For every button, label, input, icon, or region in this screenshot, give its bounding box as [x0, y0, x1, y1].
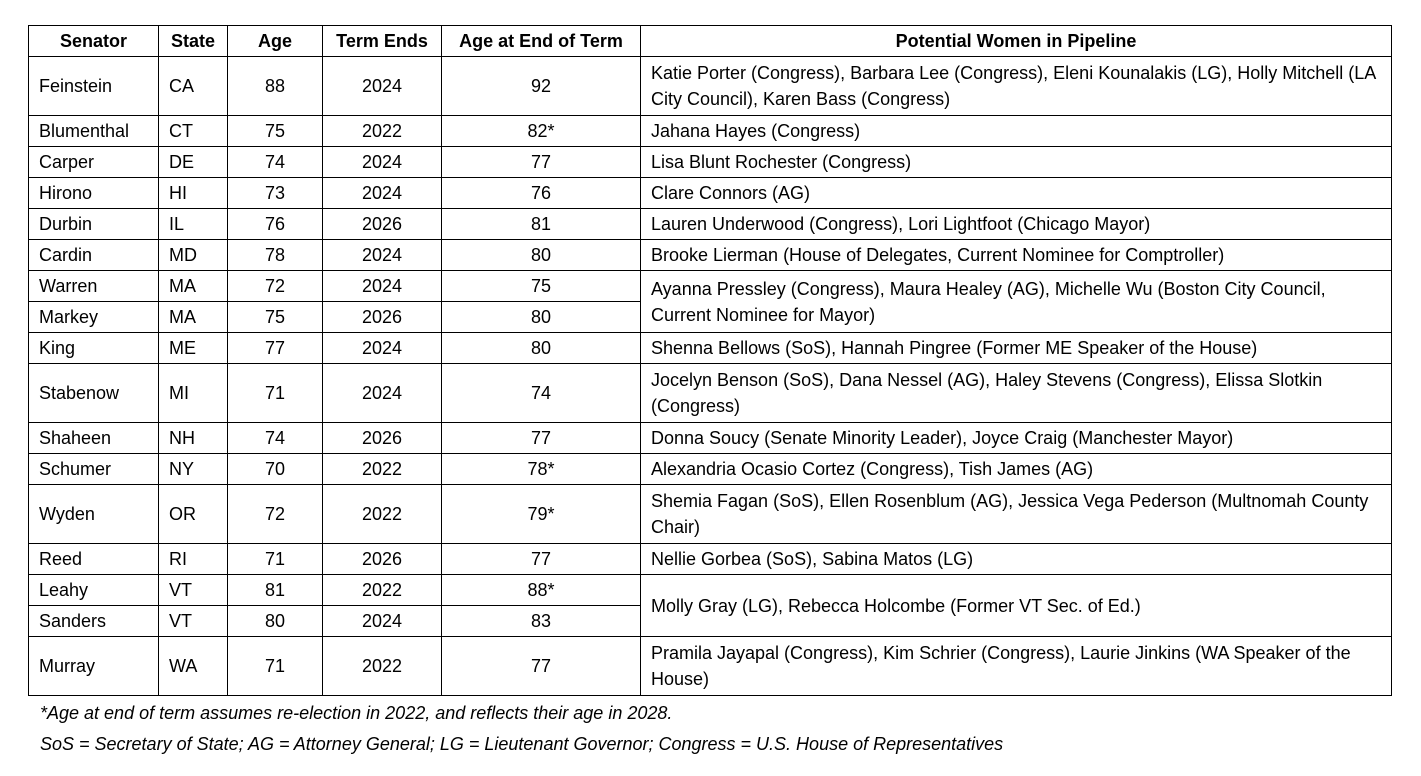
cell-state: ME	[159, 333, 228, 364]
cell-pipeline: Jahana Hayes (Congress)	[641, 116, 1392, 147]
cell-age: 74	[228, 423, 323, 454]
cell-state: NY	[159, 454, 228, 485]
cell-term: 2022	[323, 575, 442, 606]
cell-senator: Blumenthal	[29, 116, 159, 147]
cell-age-end: 78*	[442, 454, 641, 485]
header-pipeline: Potential Women in Pipeline	[641, 26, 1392, 57]
table-row	[29, 575, 1392, 606]
table-row	[29, 544, 1392, 575]
cell-senator: Durbin	[29, 209, 159, 240]
cell-pipeline: Molly Gray (LG), Rebecca Holcombe (Former VT Sec. of Ed.)	[641, 575, 1392, 637]
cell-term: 2022	[323, 485, 442, 544]
cell-senator: Stabenow	[29, 364, 159, 423]
cell-age: 71	[228, 637, 323, 696]
cell-state: VT	[159, 575, 228, 606]
cell-age: 71	[228, 364, 323, 423]
cell-state: MI	[159, 364, 228, 423]
table-row	[29, 271, 1392, 302]
cell-age: 77	[228, 333, 323, 364]
table-row	[29, 454, 1392, 485]
cell-term: 2026	[323, 209, 442, 240]
cell-age: 81	[228, 575, 323, 606]
table-row	[29, 423, 1392, 454]
cell-pipeline: Pramila Jayapal (Congress), Kim Schrier (Congress), Laurie Jinkins (WA Speaker of the House)	[641, 637, 1392, 696]
table-row	[29, 240, 1392, 271]
cell-pipeline: Brooke Lierman (House of Delegates, Current Nominee for Comptroller)	[641, 240, 1392, 271]
cell-age-end: 77	[442, 637, 641, 696]
cell-state: RI	[159, 544, 228, 575]
cell-term: 2024	[323, 57, 442, 116]
cell-age: 88	[228, 57, 323, 116]
cell-senator: Carper	[29, 147, 159, 178]
cell-age: 80	[228, 606, 323, 637]
footnote-abbreviations: SoS = Secretary of State; AG = Attorney General; LG = Lieutenant Governor; Congress = U.S. House of Representatives	[40, 734, 1004, 754]
cell-senator: Cardin	[29, 240, 159, 271]
cell-age-end: 79*	[442, 485, 641, 544]
table-row	[29, 637, 1392, 696]
table-row	[29, 485, 1392, 544]
cell-age: 75	[228, 116, 323, 147]
cell-pipeline: Katie Porter (Congress), Barbara Lee (Congress), Eleni Kounalakis (LG), Holly Mitchell (LA City Council), Karen Bass (Congress)	[641, 57, 1392, 116]
cell-age-end: 76	[442, 178, 641, 209]
table-row	[29, 178, 1392, 209]
table-row	[29, 57, 1392, 116]
cell-age: 76	[228, 209, 323, 240]
cell-term: 2022	[323, 116, 442, 147]
cell-pipeline: Clare Connors (AG)	[641, 178, 1392, 209]
header-age-end: Age at End of Term	[442, 26, 641, 57]
cell-age: 74	[228, 147, 323, 178]
cell-age: 73	[228, 178, 323, 209]
header-senator: Senator	[29, 26, 159, 57]
cell-age-end: 80	[442, 240, 641, 271]
cell-state: VT	[159, 606, 228, 637]
cell-state: CA	[159, 57, 228, 116]
cell-term: 2024	[323, 364, 442, 423]
cell-senator: King	[29, 333, 159, 364]
cell-term: 2024	[323, 147, 442, 178]
cell-age-end: 80	[442, 333, 641, 364]
cell-state: IL	[159, 209, 228, 240]
table-row	[29, 333, 1392, 364]
cell-term: 2022	[323, 637, 442, 696]
cell-state: WA	[159, 637, 228, 696]
cell-term: 2024	[323, 333, 442, 364]
cell-state: OR	[159, 485, 228, 544]
cell-age-end: 81	[442, 209, 641, 240]
cell-age-end: 75	[442, 271, 641, 302]
header-term-ends: Term Ends	[323, 26, 442, 57]
cell-pipeline: Alexandria Ocasio Cortez (Congress), Tish James (AG)	[641, 454, 1392, 485]
cell-senator: Wyden	[29, 485, 159, 544]
cell-age-end: 74	[442, 364, 641, 423]
cell-state: CT	[159, 116, 228, 147]
cell-pipeline: Lisa Blunt Rochester (Congress)	[641, 147, 1392, 178]
cell-senator: Sanders	[29, 606, 159, 637]
cell-pipeline: Jocelyn Benson (SoS), Dana Nessel (AG), Haley Stevens (Congress), Elissa Slotkin (Congress)	[641, 364, 1392, 423]
cell-age: 72	[228, 271, 323, 302]
cell-senator: Warren	[29, 271, 159, 302]
cell-term: 2026	[323, 544, 442, 575]
cell-state: MA	[159, 302, 228, 333]
cell-age-end: 77	[442, 423, 641, 454]
cell-age: 72	[228, 485, 323, 544]
cell-term: 2024	[323, 271, 442, 302]
cell-pipeline: Shenna Bellows (SoS), Hannah Pingree (Former ME Speaker of the House)	[641, 333, 1392, 364]
cell-pipeline: Ayanna Pressley (Congress), Maura Healey (AG), Michelle Wu (Boston City Council, Current Nominee for Mayor)	[641, 271, 1392, 333]
cell-age: 70	[228, 454, 323, 485]
cell-age-end: 88*	[442, 575, 641, 606]
table-row	[29, 116, 1392, 147]
cell-term: 2024	[323, 606, 442, 637]
cell-age-end: 80	[442, 302, 641, 333]
cell-term: 2024	[323, 240, 442, 271]
table-row	[29, 147, 1392, 178]
cell-senator: Reed	[29, 544, 159, 575]
header-row	[29, 26, 1392, 57]
cell-age: 71	[228, 544, 323, 575]
cell-senator: Markey	[29, 302, 159, 333]
header-state: State	[159, 26, 228, 57]
cell-senator: Murray	[29, 637, 159, 696]
cell-state: NH	[159, 423, 228, 454]
cell-term: 2022	[323, 454, 442, 485]
cell-pipeline: Nellie Gorbea (SoS), Sabina Matos (LG)	[641, 544, 1392, 575]
cell-age: 75	[228, 302, 323, 333]
cell-age: 78	[228, 240, 323, 271]
cell-age-end: 92	[442, 57, 641, 116]
cell-age-end: 83	[442, 606, 641, 637]
footnote-age: *Age at end of term assumes re-election in 2022, and reflects their age in 2028.	[40, 703, 673, 723]
cell-senator: Feinstein	[29, 57, 159, 116]
cell-state: DE	[159, 147, 228, 178]
cell-pipeline: Donna Soucy (Senate Minority Leader), Joyce Craig (Manchester Mayor)	[641, 423, 1392, 454]
cell-term: 2026	[323, 302, 442, 333]
cell-term: 2024	[323, 178, 442, 209]
cell-state: HI	[159, 178, 228, 209]
cell-age-end: 77	[442, 147, 641, 178]
cell-state: MD	[159, 240, 228, 271]
cell-state: MA	[159, 271, 228, 302]
cell-term: 2026	[323, 423, 442, 454]
cell-pipeline: Shemia Fagan (SoS), Ellen Rosenblum (AG), Jessica Vega Pederson (Multnomah County Chair)	[641, 485, 1392, 544]
senators-table	[28, 25, 1392, 696]
cell-senator: Leahy	[29, 575, 159, 606]
cell-senator: Schumer	[29, 454, 159, 485]
table-row	[29, 209, 1392, 240]
table-row	[29, 364, 1392, 423]
header-age: Age	[228, 26, 323, 57]
cell-senator: Hirono	[29, 178, 159, 209]
cell-pipeline: Lauren Underwood (Congress), Lori Lightfoot (Chicago Mayor)	[641, 209, 1392, 240]
cell-age-end: 77	[442, 544, 641, 575]
cell-age-end: 82*	[442, 116, 641, 147]
cell-senator: Shaheen	[29, 423, 159, 454]
